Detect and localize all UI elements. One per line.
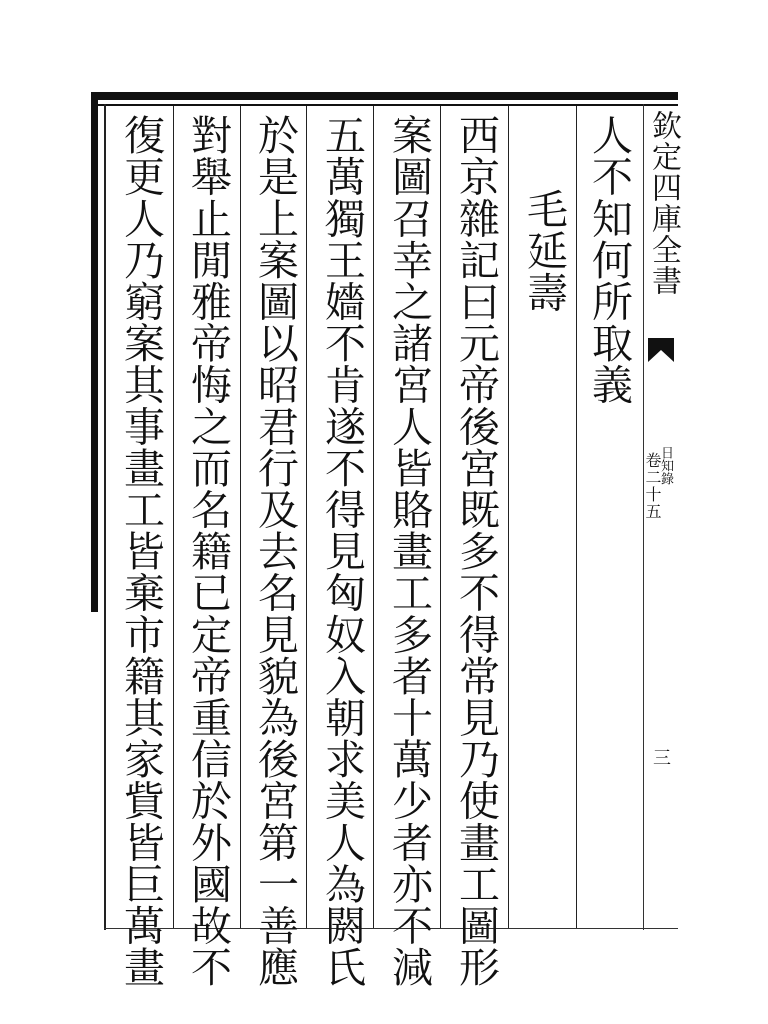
text-column-1: 人不知何所取義	[585, 114, 633, 406]
column-divider	[173, 106, 174, 928]
frame-left-mark	[92, 432, 96, 496]
margin-book-title: 日知錄	[658, 446, 673, 485]
text-column-2: 毛延壽	[520, 188, 568, 313]
column-divider	[373, 106, 374, 928]
fish-tail-ornament-icon	[646, 336, 676, 364]
text-column-7: 對舉止閒雅帝悔之而名籍已定帝重信於外國故不	[184, 114, 232, 988]
column-divider	[306, 106, 307, 928]
frame-left-border	[91, 92, 98, 612]
text-column-8: 復更人乃窮案其事畫工皆棄市籍其家貲皆巨萬畫	[117, 114, 165, 988]
margin-volume: 卷二十五	[643, 452, 662, 520]
column-divider	[440, 106, 441, 928]
text-column-3: 西京雜記曰元帝後宮既多不得常見乃使畫工圖形	[452, 114, 500, 988]
frame-top-inner-border	[94, 104, 678, 106]
margin-page-number: 三	[650, 748, 671, 766]
text-column-5: 五萬獨王嬙不肯遂不得見匈奴入朝求美人為閼氏	[318, 114, 366, 988]
margin-header: 欽定四庫全書	[646, 110, 681, 296]
column-divider	[240, 106, 241, 928]
frame-left-inner-border	[104, 104, 106, 930]
column-divider	[508, 106, 509, 928]
frame-top-border	[94, 92, 678, 100]
text-column-6: 於是上案圖以昭君行及去名見貌為後宮第一善應	[251, 114, 299, 988]
text-column-4: 案圖召幸之諸宮人皆賂畫工多者十萬少者亦不減	[385, 114, 433, 988]
column-divider	[576, 106, 577, 928]
